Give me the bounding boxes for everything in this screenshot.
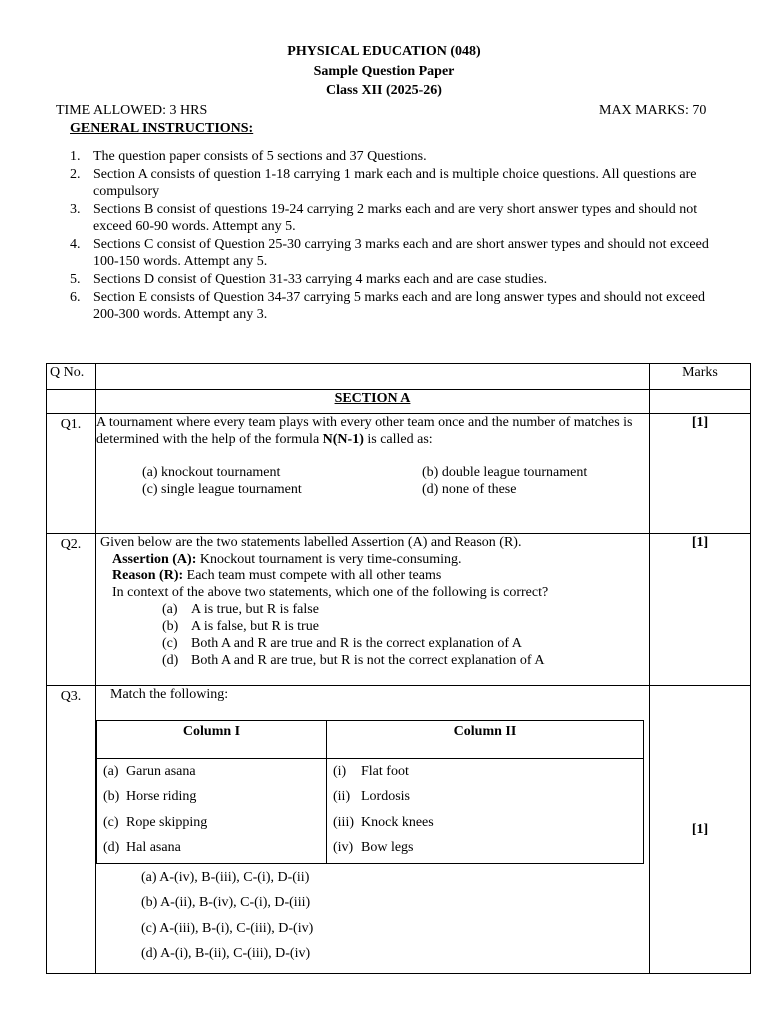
column-i-item [97, 810, 326, 836]
marks-header: Marks [650, 364, 751, 390]
q3-body [96, 686, 650, 974]
q3-option-text: A-(ii), B-(iv), C-(i), D-(iii) [160, 895, 311, 910]
item-text: Horse riding [126, 789, 197, 804]
q2-option-letter: (c) [162, 636, 178, 651]
match-table [96, 720, 644, 864]
q2-reason [100, 568, 649, 585]
item-text: Garun asana [126, 763, 196, 779]
instruction-number: 1. [70, 149, 81, 164]
column-i-items [97, 758, 327, 863]
q3-number: Q3. [47, 686, 96, 974]
q3-answer-options [96, 865, 649, 967]
q1-line2-pre: determined with the help of the formula [96, 431, 323, 447]
q3-marks: [1] [650, 686, 751, 974]
q1-line2 [96, 432, 649, 449]
instruction-item [70, 289, 710, 323]
q2-assertion-text: Knockout tournament is very time-consuming. [196, 551, 462, 567]
instruction-number: 6. [70, 290, 81, 305]
item-text: Hal asana [126, 840, 181, 855]
q2-option-letter: (a) [162, 602, 178, 617]
q3-option-letter: (c) [141, 920, 157, 936]
instruction-item [70, 201, 710, 235]
instruction-number: 4. [70, 237, 81, 252]
question-row-q2 [47, 534, 751, 686]
q2-options [100, 601, 649, 669]
paper-type: Sample Question Paper [313, 64, 455, 79]
item-numeral: (iv) [333, 840, 354, 855]
q2-reason-text: Each team must compete with all other teams [183, 568, 442, 583]
instruction-number: 2. [70, 167, 81, 182]
q2-assertion [100, 552, 649, 569]
max-marks: MAX MARKS: 70 [599, 103, 707, 118]
item-numeral: (ii) [333, 789, 351, 804]
q2-body [96, 534, 650, 686]
match-body-row [97, 758, 644, 863]
item-text: Rope skipping [126, 814, 208, 830]
instructions-title: GENERAL INSTRUCTIONS: [70, 121, 254, 136]
column-i-item [97, 835, 326, 861]
q2-reason-label: Reason (R): [112, 568, 184, 583]
item-letter: (a) [103, 763, 119, 779]
q1-line2-post: is called as: [363, 431, 433, 447]
item-text: Lordosis [361, 789, 410, 804]
column-ii-header: Column II [327, 720, 644, 758]
instruction-text: Sections B consist of questions 19-24 carrying 2 marks each and are very short answer types and should not exceed 60-90 words. Attempt any 5. [93, 202, 698, 234]
q2-option [162, 601, 649, 618]
q3-option-text: A-(iv), B-(iii), C-(i), D-(ii) [159, 869, 310, 885]
paper-subject: PHYSICAL EDUCATION (048) [287, 44, 481, 59]
instruction-item [70, 148, 710, 165]
instruction-text: Sections C consist of Question 25-30 carrying 3 marks each and are short answer types and should not exceed 100-150 words. Attempt any 5. [93, 237, 709, 269]
q2-number: Q2. [47, 534, 96, 686]
instruction-item [70, 271, 710, 288]
q2-option [162, 618, 649, 635]
q2-option-text: A is true, but R is false [191, 602, 319, 617]
item-text: Flat foot [361, 763, 409, 779]
paper-class: Class XII (2025-26) [326, 83, 442, 98]
q3-option [141, 941, 649, 967]
column-ii-item [327, 759, 643, 785]
q2-option-letter: (b) [162, 619, 179, 634]
q2-option-text: Both A and R are true, but R is not the correct explanation of A [191, 653, 545, 668]
q3-option [141, 890, 649, 916]
q3-option-letter: (d) [141, 946, 158, 961]
instruction-item [70, 236, 710, 270]
item-text: Bow legs [361, 840, 414, 855]
instruction-number: 5. [70, 272, 81, 287]
q1-number: Q1. [47, 414, 96, 534]
q1-option-b: (b) double league tournament [422, 465, 588, 480]
column-i-item [97, 759, 326, 785]
column-ii-items [327, 758, 644, 863]
q1-body [96, 414, 650, 534]
q2-option-text: Both A and R are true and R is the correct explanation of A [191, 636, 522, 651]
q3-intro: Match the following: [110, 687, 229, 702]
item-numeral: (iii) [333, 814, 354, 830]
question-row-q1 [47, 414, 751, 534]
section-row [47, 390, 751, 414]
instruction-text: Section A consists of question 1-18 carrying 1 mark each and is multiple choice questions. All questions are compulsory [93, 167, 697, 199]
q1-option-a: (a) knockout tournament [142, 465, 281, 480]
q1-option-c: (c) single league tournament [142, 481, 302, 497]
qno-header: Q No. [47, 364, 96, 390]
instruction-number: 3. [70, 202, 81, 217]
instruction-text: The question paper consists of 5 sections and 37 Questions. [93, 149, 427, 164]
q1-options [142, 465, 649, 498]
q3-option-text: A-(iii), B-(i), C-(iii), D-(iv) [159, 920, 314, 936]
match-header-row [97, 720, 644, 758]
q1-option-d: (d) none of these [422, 481, 517, 497]
q3-option [141, 916, 649, 942]
item-letter: (d) [103, 840, 120, 855]
section-a-title: SECTION A [96, 390, 650, 414]
column-ii-item [327, 810, 643, 836]
column-i-header: Column I [97, 720, 327, 758]
q2-assertion-label: Assertion (A): [112, 551, 197, 567]
table-header-row [47, 364, 751, 390]
q2-marks: [1] [650, 534, 751, 686]
instruction-text: Sections D consist of Question 31-33 carrying 4 marks each and are case studies. [93, 272, 548, 287]
instruction-item [70, 166, 710, 200]
q3-option-letter: (b) [141, 895, 158, 910]
q1-line1: A tournament where every team plays with every other team once and the number of matches is [96, 415, 633, 430]
item-numeral: (i) [333, 763, 347, 779]
q1-marks: [1] [650, 414, 751, 534]
q3-option-text: A-(i), B-(ii), C-(iii), D-(iv) [160, 946, 311, 961]
question-row-q3 [47, 686, 751, 974]
q2-option [162, 635, 649, 652]
instruction-text: Section E consists of Question 34-37 carrying 5 marks each and are long answer types and should not exceed 200-300 words. Attempt any 3. [93, 290, 705, 322]
column-i-item [97, 784, 326, 810]
column-ii-item [327, 784, 643, 810]
column-ii-item [327, 835, 643, 861]
q2-option [162, 652, 649, 669]
question-table [46, 363, 751, 974]
q3-option [141, 865, 649, 891]
item-letter: (c) [103, 814, 119, 830]
q1-formula: N(N-1) [322, 431, 364, 447]
item-letter: (b) [103, 789, 120, 804]
q2-context: In context of the above two statements, which one of the following is correct? [112, 584, 549, 600]
q2-option-letter: (d) [162, 653, 179, 668]
q3-option-letter: (a) [141, 869, 157, 885]
time-allowed: TIME ALLOWED: 3 HRS [56, 103, 208, 118]
q2-option-text: A is false, but R is true [191, 619, 319, 634]
item-text: Knock knees [361, 814, 434, 830]
question-header [96, 364, 650, 390]
q2-intro: Given below are the two statements labelled Assertion (A) and Reason (R). [100, 535, 522, 550]
instructions-list [70, 148, 710, 324]
